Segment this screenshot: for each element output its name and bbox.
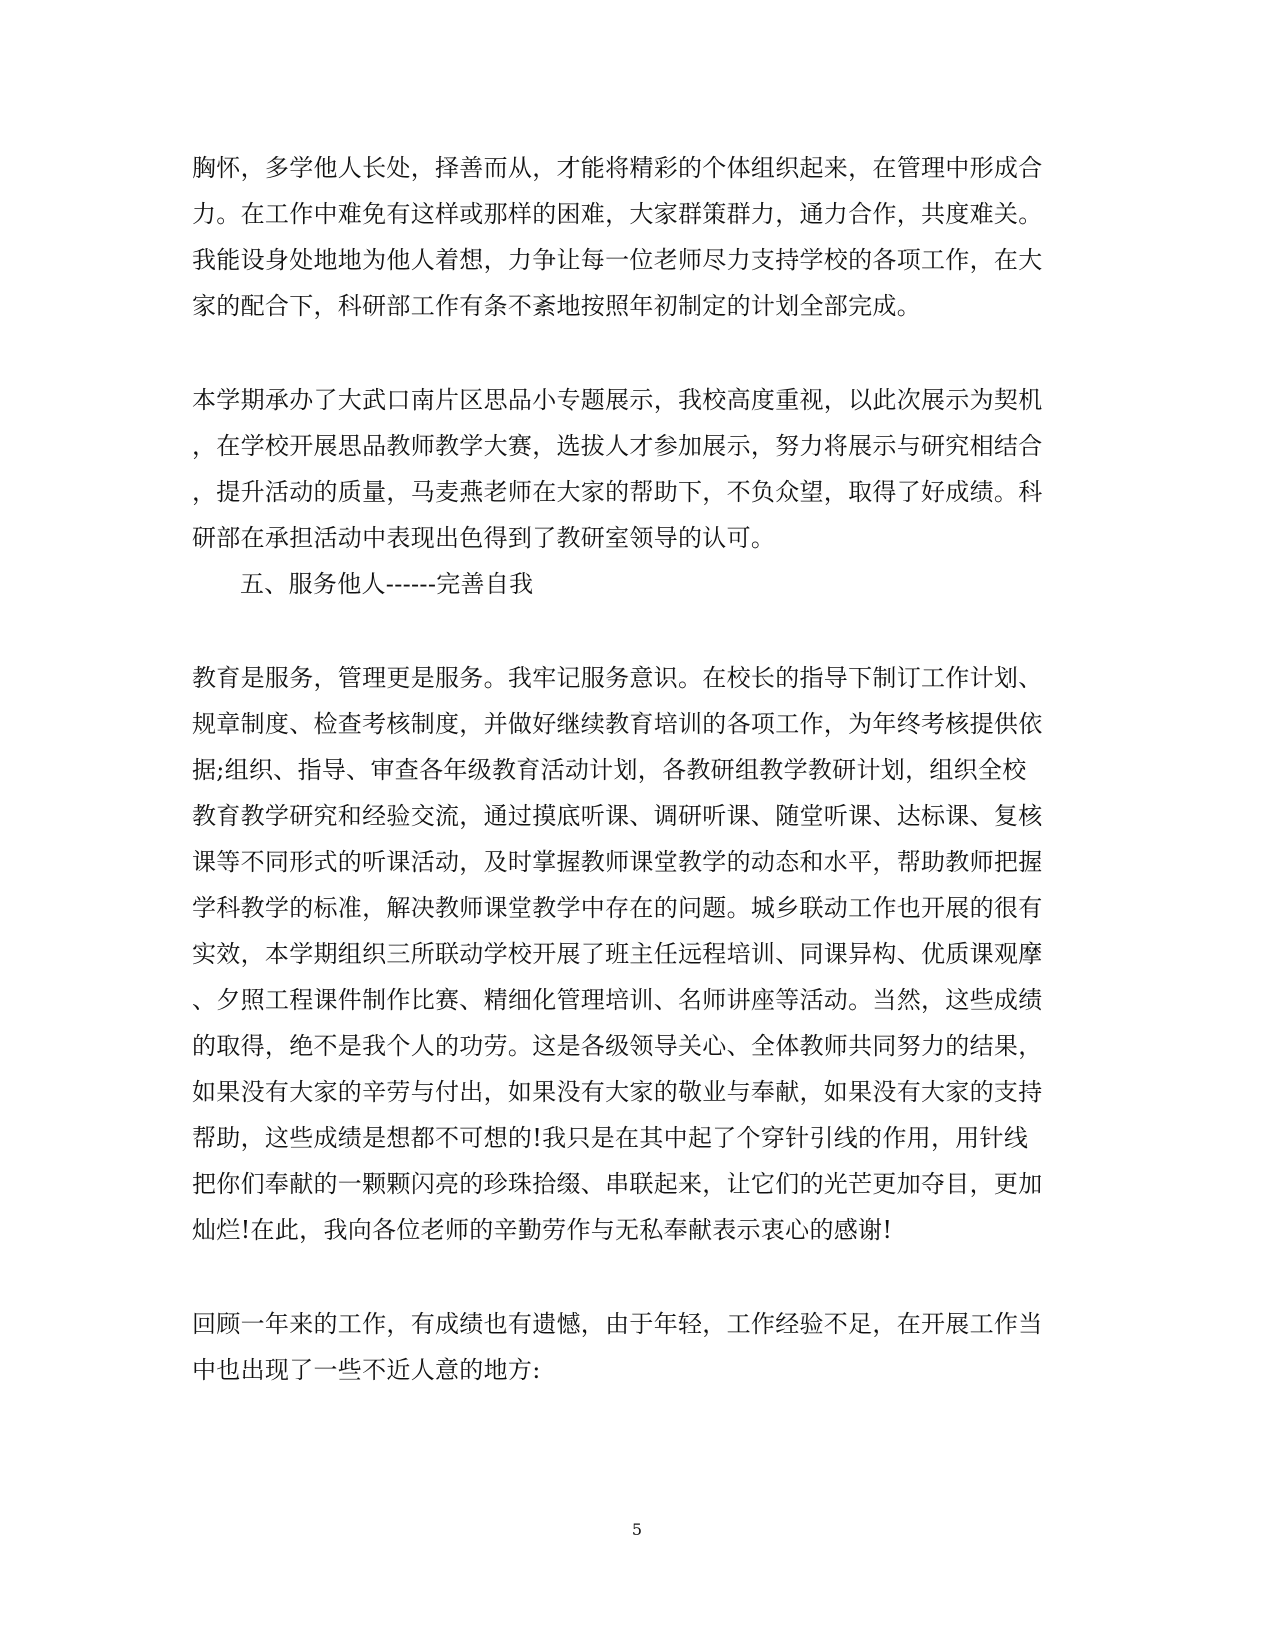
paragraph-3-line-6: 学科教学的标准，解决教师课堂教学中存在的问题。城乡联动工作也开展的很有 [192, 894, 1043, 922]
paragraph-3-line-3: 据;组织、指导、审查各年级教育活动计划，各教研组教学教研计划，组织全校 [192, 756, 1027, 784]
paragraph-3-line-7: 实效，本学期组织三所联动学校开展了班主任远程培训、同课异构、优质课观摩 [192, 940, 1043, 968]
paragraph-4-line-2: 中也出现了一些不近人意的地方: [192, 1356, 541, 1384]
paragraph-4-line-1: 回顾一年来的工作，有成绩也有遗憾，由于年轻，工作经验不足，在开展工作当 [192, 1310, 1043, 1338]
paragraph-1-line-3: 我能设身处地地为他人着想，力争让每一位老师尽力支持学校的各项工作，在大 [192, 246, 1043, 274]
paragraph-3-line-1: 教育是服务，管理更是服务。我牢记服务意识。在校长的指导下制订工作计划、 [192, 664, 1043, 692]
paragraph-3-line-12: 把你们奉献的一颗颗闪亮的珍珠拾缀、串联起来，让它们的光芒更加夺目，更加 [192, 1170, 1043, 1198]
paragraph-1-line-2: 力。在工作中难免有这样或那样的困难，大家群策群力，通力合作，共度难关。 [192, 200, 1043, 228]
paragraph-1-line-4: 家的配合下，科研部工作有条不紊地按照年初制定的计划全部完成。 [192, 292, 921, 320]
paragraph-3-line-13: 灿烂!在此，我向各位老师的辛勤劳作与无私奉献表示衷心的感谢! [192, 1216, 893, 1244]
paragraph-2-line-2: ，在学校开展思品教师教学大赛，选拔人才参加展示，努力将展示与研究相结合 [192, 432, 1043, 460]
paragraph-3-line-9: 的取得，绝不是我个人的功劳。这是各级领导关心、全体教师共同努力的结果， [192, 1032, 1043, 1060]
paragraph-3-line-5: 课等不同形式的听课活动，及时掌握教师课堂教学的动态和水平，帮助教师把握 [192, 848, 1043, 876]
page-number: 5 [631, 1520, 643, 1539]
paragraph-3-line-10: 如果没有大家的辛劳与付出，如果没有大家的敬业与奉献，如果没有大家的支持 [192, 1078, 1043, 1106]
paragraph-3-line-2: 规章制度、检查考核制度，并做好继续教育培训的各项工作，为年终考核提供依 [192, 710, 1043, 738]
paragraph-3-line-8: 、夕照工程课件制作比赛、精细化管理培训、名师讲座等活动。当然，这些成绩 [192, 986, 1043, 1014]
paragraph-2-line-3: ，提升活动的质量，马麦燕老师在大家的帮助下，不负众望，取得了好成绩。科 [192, 478, 1043, 506]
section-heading: 五、服务他人------完善自我 [240, 570, 534, 598]
paragraph-1-line-1: 胸怀，多学他人长处，择善而从，才能将精彩的个体组织起来，在管理中形成合 [192, 154, 1043, 182]
paragraph-3-line-11: 帮助，这些成绩是想都不可想的!我只是在其中起了个穿针引线的作用，用针线 [192, 1124, 1029, 1152]
paragraph-2-line-1: 本学期承办了大武口南片区思品小专题展示，我校高度重视，以此次展示为契机 [192, 386, 1043, 414]
paragraph-3-line-4: 教育教学研究和经验交流，通过摸底听课、调研听课、随堂听课、达标课、复核 [192, 802, 1043, 830]
paragraph-2-line-4: 研部在承担活动中表现出色得到了教研室领导的认可。 [192, 524, 776, 552]
